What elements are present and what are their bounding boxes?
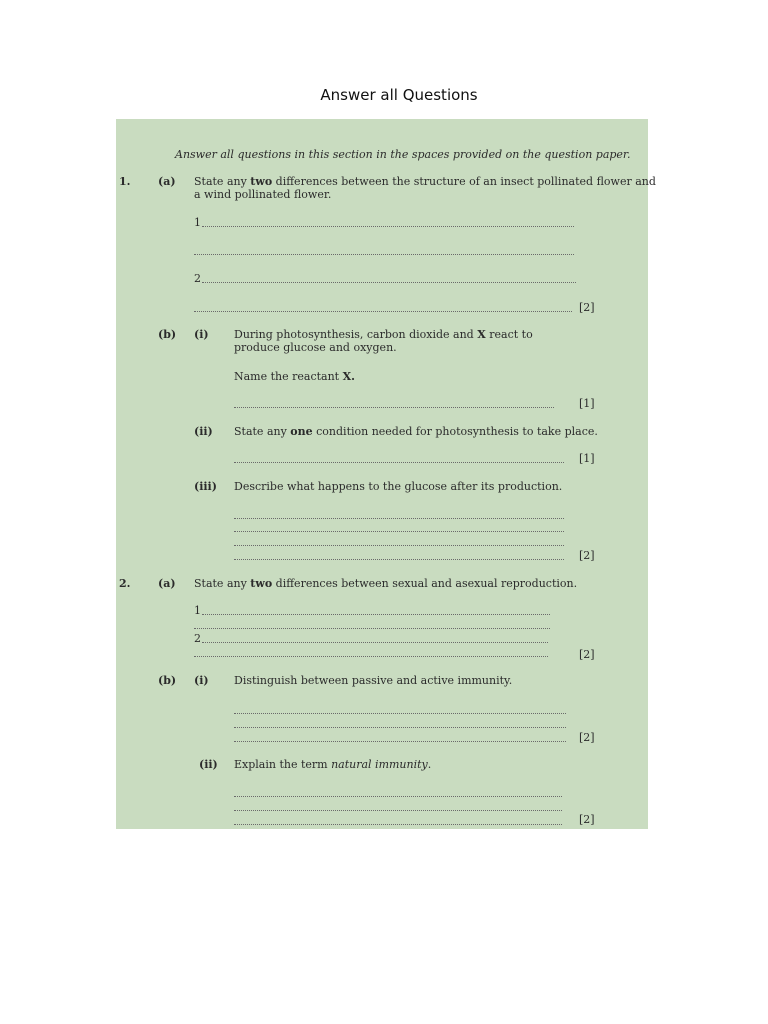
q2b-label: (b)	[158, 674, 177, 687]
q1a-answer-line-2[interactable]	[194, 254, 574, 255]
q1bii-label: (ii)	[194, 425, 213, 438]
q1bi-answer-line[interactable]	[234, 407, 554, 408]
q1bi-text-line2: produce glucose and oxygen.	[234, 341, 397, 354]
q2a-answer-number-1: 1	[194, 604, 201, 617]
q1b-label: (b)	[158, 328, 177, 341]
q2bii-answer-line-1[interactable]	[234, 796, 562, 797]
q1a-answer-number-1: 1	[194, 216, 201, 229]
q1biii-text: Describe what happens to the glucose after its production.	[234, 480, 563, 493]
q1-number: 1.	[119, 175, 131, 188]
q1bii-text: State any one condition needed for photosynthesis to take place.	[234, 425, 598, 438]
q2bi-mark: [2]	[579, 731, 595, 744]
q1a-answer-line-3[interactable]	[202, 282, 576, 283]
q2bi-answer-line-1[interactable]	[234, 713, 566, 714]
q1a-text-line2: a wind pollinated flower.	[194, 188, 332, 201]
q2a-answer-line-4[interactable]	[194, 656, 548, 657]
q2-number: 2.	[119, 577, 131, 590]
q1bii-answer-line[interactable]	[234, 462, 564, 463]
q1biii-answer-line-1[interactable]	[234, 518, 564, 519]
q2bi-answer-line-3[interactable]	[234, 741, 566, 742]
q1a-mark: [2]	[579, 301, 595, 314]
q1bi-text: During photosynthesis, carbon dioxide and X react to	[234, 328, 533, 341]
q2a-label: (a)	[158, 577, 176, 590]
q2a-answer-number-2: 2	[194, 632, 201, 645]
q2bii-label: (ii)	[199, 758, 218, 771]
q1a-text: State any two differences between the structure of an insect pollinated flower and	[194, 175, 656, 188]
q2bii-mark: [2]	[579, 813, 595, 826]
q2bii-answer-line-3[interactable]	[234, 824, 562, 825]
q1biii-label: (iii)	[194, 480, 217, 493]
q2a-mark: [2]	[579, 648, 595, 661]
q1biii-answer-line-4[interactable]	[234, 559, 564, 560]
q1a-label: (a)	[158, 175, 176, 188]
q2a-answer-line-3[interactable]	[202, 642, 548, 643]
q2bi-text: Distinguish between passive and active immunity.	[234, 674, 513, 687]
q2a-answer-line-2[interactable]	[194, 628, 550, 629]
exam-paper-image	[116, 119, 656, 829]
q1bi-mark: [1]	[579, 397, 595, 410]
q2a-answer-line-1[interactable]	[202, 614, 550, 615]
q1a-answer-number-2: 2	[194, 272, 201, 285]
q1a-answer-line-4[interactable]	[194, 311, 572, 312]
page-title: Answer all Questions	[320, 86, 478, 104]
q1a-answer-line-1[interactable]	[202, 226, 574, 227]
q1bii-mark: [1]	[579, 452, 595, 465]
q2bi-answer-line-2[interactable]	[234, 727, 566, 728]
instruction-text: Answer all questions in this section in the spaces provided on the question paper.	[175, 148, 631, 161]
q1biii-answer-line-3[interactable]	[234, 545, 564, 546]
q1biii-answer-line-2[interactable]	[234, 531, 564, 532]
q2bi-label: (i)	[194, 674, 209, 687]
q1bi-question: Name the reactant X.	[234, 370, 355, 383]
q2bii-answer-line-2[interactable]	[234, 810, 562, 811]
q2a-text: State any two differences between sexual and asexual reproduction.	[194, 577, 578, 590]
q2bii-text: Explain the term natural immunity.	[234, 758, 432, 771]
q1bi-label: (i)	[194, 328, 209, 341]
q1biii-mark: [2]	[579, 549, 595, 562]
